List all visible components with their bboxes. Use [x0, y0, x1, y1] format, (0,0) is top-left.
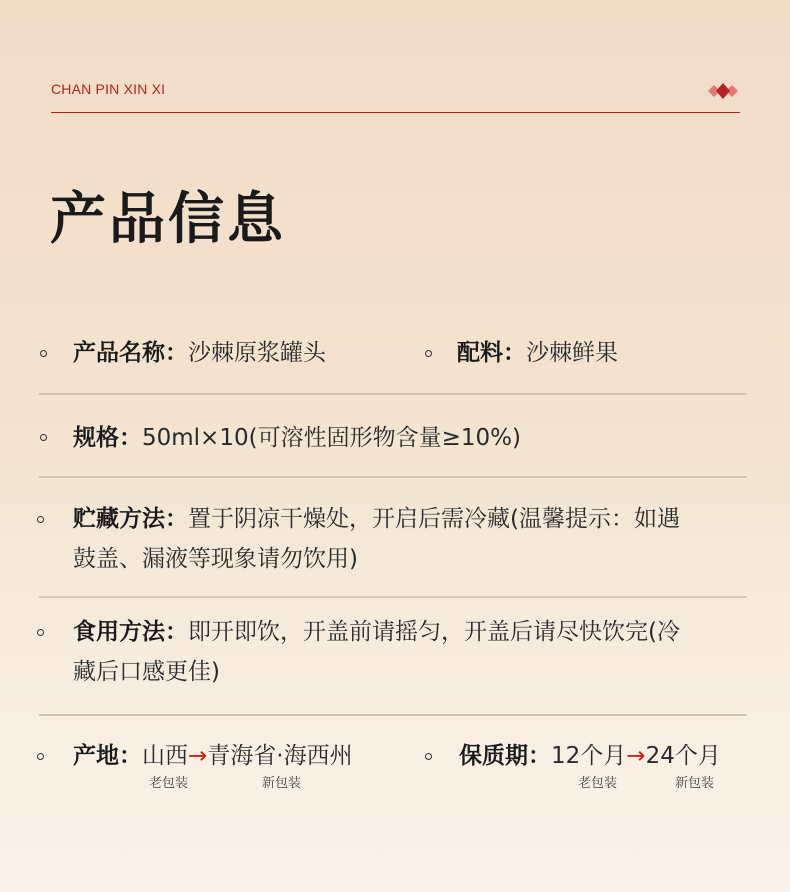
shelf-life-old-caption: 老包装 [578, 776, 618, 791]
storage-value-line1: 置于阴凉干燥处，开启后需冷藏(温馨提示：如遇 [188, 506, 680, 532]
usage-value-line2: 藏后口感更佳) [73, 659, 220, 685]
bullet-icon [37, 516, 44, 523]
usage-label: 食用方法： [73, 619, 188, 645]
bullet-icon [425, 350, 432, 357]
ingredients-value: 沙棘鲜果 [526, 340, 618, 366]
row-divider [39, 596, 747, 598]
product-name-row [73, 333, 326, 373]
header-divider [51, 112, 740, 113]
shelf-life-row [459, 736, 721, 776]
row-divider [39, 393, 747, 395]
diamond-ornament-icon [704, 82, 742, 100]
storage-value-line2: 鼓盖、漏液等现象请勿饮用) [73, 546, 358, 572]
shelf-life-new-value: 24个月 [645, 743, 721, 769]
arrow-right-icon: → [626, 743, 646, 769]
origin-new-caption: 新包装 [262, 776, 302, 791]
origin-row [73, 736, 353, 776]
bullet-icon [40, 350, 47, 357]
storage-label: 贮藏方法： [73, 506, 188, 532]
page-title: 产品信息 [50, 187, 286, 252]
spec-row [73, 418, 521, 458]
bullet-icon [425, 753, 432, 760]
bullet-icon [40, 434, 47, 441]
product-name-label: 产品名称： [73, 340, 188, 366]
row-divider [39, 714, 747, 716]
usage-row [73, 612, 748, 692]
origin-label: 产地： [73, 743, 142, 769]
origin-old-caption: 老包装 [149, 776, 189, 791]
shelf-life-new-caption: 新包装 [675, 776, 715, 791]
shelf-life-old-value: 12个月 [551, 743, 627, 769]
origin-new-value: 青海省·海西州 [207, 743, 353, 769]
spec-label: 规格： [73, 425, 142, 451]
ingredients-label: 配料： [457, 340, 526, 366]
eyebrow-text: CHAN PIN XIN XI [51, 81, 166, 97]
spec-value: 50ml×10(可溶性固形物含量≥10%) [142, 425, 521, 451]
storage-row [73, 499, 748, 579]
arrow-right-icon: → [188, 743, 208, 769]
usage-value-line1: 即开即饮，开盖前请摇匀，开盖后请尽快饮完(冷 [188, 619, 680, 645]
bullet-icon [37, 629, 44, 636]
row-divider [39, 476, 747, 478]
ingredients-row [457, 333, 618, 373]
product-name-value: 沙棘原浆罐头 [188, 340, 326, 366]
bullet-icon [37, 753, 44, 760]
origin-old-value: 山西 [142, 743, 188, 769]
shelf-life-label: 保质期： [459, 743, 551, 769]
